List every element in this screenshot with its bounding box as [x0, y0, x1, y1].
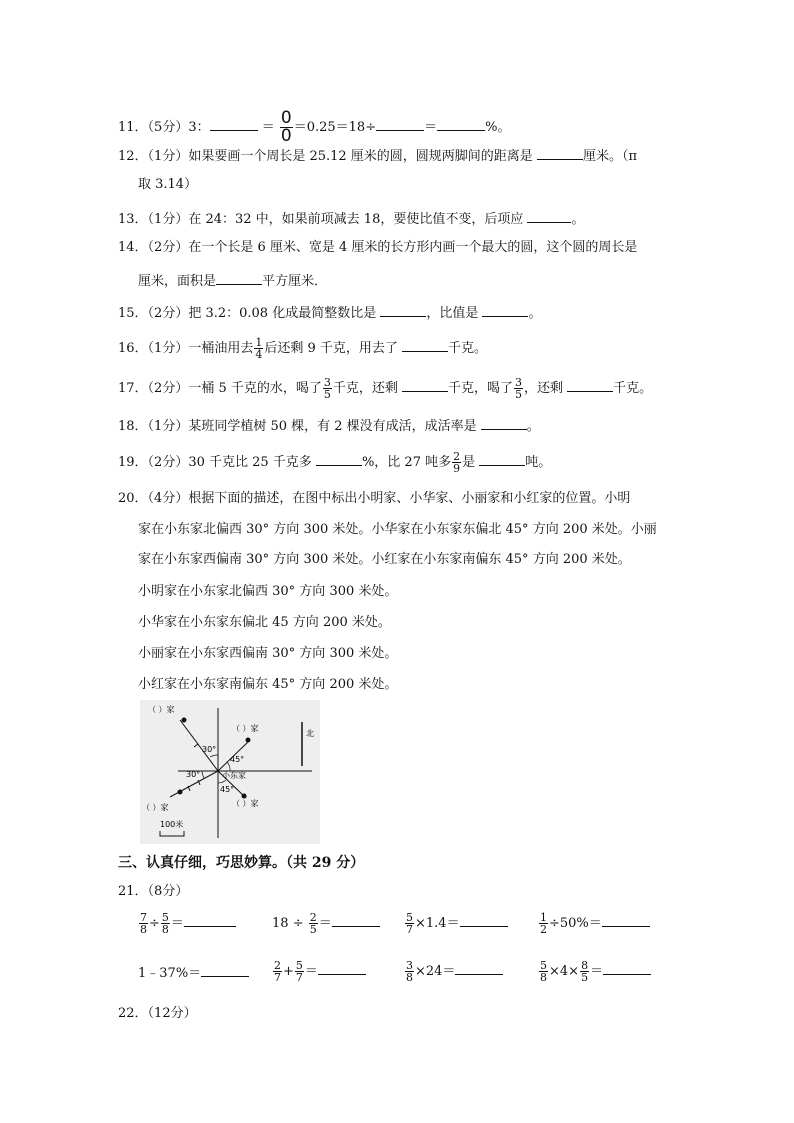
q19-text-4: 吨。: [525, 455, 552, 470]
r2c2-frac-a: [273, 960, 282, 983]
frac-num: 3: [406, 959, 413, 972]
q11-text-mid: ＝0.25＝18÷: [293, 120, 377, 135]
frac-num: 2: [274, 959, 281, 972]
north-label: 北: [306, 729, 314, 738]
frac-den: 7: [295, 971, 303, 984]
point-northwest: [182, 718, 187, 723]
q19-frac-num: 2: [453, 450, 461, 463]
q17-text-2: 千克，还剩: [332, 381, 402, 396]
frac-den: 5: [581, 971, 589, 984]
equals: ＝: [318, 916, 332, 931]
q17-frac1-den: 5: [323, 388, 331, 401]
question-21-label: 21．（8分）: [118, 884, 189, 899]
question-20: 20．（4分）根据下面的描述，在图中标出小明家、小华家、小丽家和小红家的位置。小明: [118, 491, 631, 506]
q17-frac2-den: 5: [515, 388, 523, 401]
center-label: 小东家: [222, 771, 246, 780]
q19-fraction: [452, 451, 461, 474]
q13-text: 13．（1分）在 24：32 中，如果前项减去 18，要使比值不变，后项应: [118, 212, 528, 227]
q12-cont: 取 3.14）: [138, 177, 198, 192]
point-southwest: [178, 790, 183, 795]
operator: ×1.4＝: [415, 916, 460, 931]
q19-blank-1[interactable]: [316, 452, 362, 466]
frac-den: 8: [540, 971, 547, 984]
question-14: 14．（2分）在一个长是 6 厘米、宽是 4 厘米的长方形内画一个最大的圆，这个圆的周长是: [118, 240, 638, 255]
operator: +: [283, 964, 294, 979]
question-22-label: 22．（12分）: [118, 1006, 197, 1021]
answer-blank[interactable]: [201, 963, 249, 977]
frac-den: 8: [406, 971, 413, 984]
house-label-bottom-left: （ ）家: [142, 803, 169, 812]
equals: ＝: [304, 964, 318, 979]
q17-text: 17．（2分）一桶 5 千克的水，喝了: [118, 381, 322, 396]
q14-cont: [138, 271, 327, 290]
question-15: [118, 303, 542, 322]
q16-frac-den: 4: [255, 348, 263, 361]
q17-blank-2[interactable]: [567, 378, 613, 392]
q17-blank-1[interactable]: [402, 378, 448, 392]
q11-fraction: [280, 110, 293, 145]
calc-r1-2: [272, 912, 380, 935]
r1c3-frac-a: [405, 912, 414, 935]
question-11: [118, 110, 510, 145]
calc-r1-4: [538, 912, 650, 935]
arc-west-30: [202, 771, 204, 778]
q16-frac-num: 1: [255, 336, 263, 349]
operand: 18: [272, 916, 289, 931]
q17-text-4: ，还剩: [524, 381, 568, 396]
question-12: [118, 146, 637, 165]
q13-blank[interactable]: [527, 209, 571, 223]
q15-blank-1[interactable]: [380, 303, 426, 317]
q17-fraction-1: [323, 377, 332, 400]
q11-equals-2: ＝: [424, 120, 438, 135]
q16-fraction: [254, 337, 263, 360]
r2c4-frac-b: [580, 960, 589, 983]
house-label-top-left: （ ）家: [148, 705, 175, 714]
q19-text-3: 是: [462, 455, 480, 470]
answer-blank[interactable]: [603, 961, 651, 975]
r2c3-frac-a: [405, 960, 414, 983]
operator: ÷: [292, 916, 304, 931]
question-18: [118, 416, 540, 435]
answer-blank[interactable]: [602, 913, 650, 927]
question-13: [118, 209, 584, 228]
question-17: [118, 377, 652, 400]
frac-den: 7: [274, 971, 281, 984]
q11-blank-1[interactable]: [210, 117, 258, 131]
r2c2-frac-b: [295, 960, 304, 983]
frac-num: 5: [406, 911, 413, 924]
frac-num: 5: [161, 911, 169, 924]
frac-den: 2: [540, 923, 547, 936]
q17-text-3: 千克，喝了: [448, 381, 514, 396]
q16-text: 16．（1分）一桶油用去: [118, 341, 254, 356]
frac-den: 8: [140, 923, 147, 936]
q15-text-2: ，比值是: [426, 306, 483, 321]
answer-blank[interactable]: [184, 913, 236, 927]
expression: 1﹣37%＝: [138, 966, 202, 981]
frac-num: 8: [581, 959, 589, 972]
q20-desc-3: 小丽家在小东家西偏南 30° 方向 300 米处。: [138, 646, 398, 661]
frac-den: 5: [309, 923, 317, 936]
equals: ＝: [590, 964, 604, 979]
calc-r2-2: [272, 960, 366, 983]
q14-text-3: 平方厘米．: [262, 274, 328, 289]
r1c4-frac-a: [539, 912, 548, 935]
answer-blank[interactable]: [318, 961, 366, 975]
q19-text-2: %，比 27 吨多: [361, 455, 452, 470]
r1c1-frac-a: [139, 912, 148, 935]
tick-nw: [194, 744, 198, 747]
q17-text-5: 千克。: [613, 381, 653, 396]
calc-r1-3: [404, 912, 508, 935]
house-label-bottom-right: （ ）家: [232, 799, 259, 808]
q16-text-2: 后还剩 9 千克，用去了: [264, 341, 402, 356]
q20-line-2: 家在小东家北偏西 30° 方向 300 米处。小华家在小东家东偏北 45° 方向 200 米处。小丽: [138, 522, 657, 537]
frac-den: 7: [406, 923, 413, 936]
angle-label-west: 30°: [186, 770, 201, 779]
angle-label-east: 45°: [230, 755, 245, 764]
q15-text: 15．（2分）把 3.2：0.08 化成最简整数比是: [118, 306, 381, 321]
calc-r2-3: [404, 960, 503, 983]
arc-south-45: [218, 780, 226, 783]
scale-bar: [160, 831, 184, 836]
arc-north-30: [210, 755, 218, 757]
q19-blank-2[interactable]: [479, 452, 525, 466]
r2c4-frac-a: [539, 960, 548, 983]
q17-frac2-num: 3: [515, 376, 523, 389]
q13-text-2: 。: [571, 212, 585, 227]
r1c1-frac-b: [161, 912, 170, 935]
direction-map-svg: [140, 700, 320, 844]
operator: ÷50%＝: [549, 916, 602, 931]
q11-tail: %。: [485, 120, 511, 135]
frac-num: 2: [309, 911, 317, 924]
angle-label-south: 45°: [220, 785, 235, 794]
q17-fraction-2: [514, 377, 523, 400]
q18-text: 18．（1分）某班同学植树 50 棵，有 2 棵没有成活，成活率是: [118, 419, 481, 434]
q17-frac1-num: 3: [323, 376, 331, 389]
frac-num: 1: [540, 911, 547, 924]
q11-blank-2[interactable]: [376, 117, 424, 131]
section-3-heading: 三、认真仔细，巧思妙算。（共 29 分）: [118, 855, 365, 871]
point-northeast: [246, 738, 251, 743]
question-19: [118, 451, 551, 474]
q16-text-3: 千克。: [448, 341, 488, 356]
q14-blank[interactable]: [216, 271, 262, 285]
q20-desc-2: 小华家在小东家东偏北 45 方向 200 米处。: [138, 615, 391, 630]
answer-blank[interactable]: [460, 913, 508, 927]
direction-map: [140, 700, 320, 844]
frac-num: 5: [295, 959, 303, 972]
q19-frac-den: 9: [453, 462, 461, 475]
frac-num: 5: [540, 959, 547, 972]
operator: ÷: [149, 916, 160, 931]
q20-desc-4: 小红家在小东家南偏东 45° 方向 200 米处。: [138, 677, 398, 692]
q15-text-3: 。: [528, 306, 542, 321]
q20-desc-1: 小明家在小东家北偏西 30° 方向 300 米处。: [138, 584, 398, 599]
frac-den: 8: [161, 923, 169, 936]
q20-line-3: 家在小东家西偏南 30° 方向 300 米处。小红家在小东家南偏东 45° 方向 200 米处。: [138, 552, 631, 567]
q11-frac-num: 0: [280, 108, 292, 128]
q11-blank-3[interactable]: [437, 117, 485, 131]
answer-blank[interactable]: [455, 961, 503, 975]
q16-blank[interactable]: [402, 338, 448, 352]
q18-blank[interactable]: [481, 416, 527, 430]
q11-frac-den: 0: [280, 126, 292, 146]
q12-text-2: 厘米。（π: [582, 149, 637, 164]
scale-label: 100米: [160, 820, 184, 829]
house-label-top-right: （ ）家: [232, 724, 259, 733]
q12-blank[interactable]: [537, 146, 583, 160]
point-southeast: [242, 794, 247, 799]
calc-r2-1: [138, 962, 249, 981]
operator: ×4×: [549, 964, 580, 979]
answer-blank[interactable]: [332, 913, 380, 927]
q12-text: 12．（1分）如果要画一个周长是 25.12 厘米的圆，圆规两脚间的距离是: [118, 149, 537, 164]
q19-text: 19．（2分）30 千克比 25 千克多: [118, 455, 316, 470]
operator: ×24＝: [415, 964, 456, 979]
calc-r1-1: [138, 912, 236, 935]
q11-text: 11．（5分）3：: [118, 120, 210, 135]
calc-r2-4: [538, 960, 651, 983]
q15-blank-2[interactable]: [482, 303, 528, 317]
q18-text-2: 。: [526, 419, 540, 434]
equals: ＝: [170, 916, 184, 931]
frac-num: 7: [140, 911, 147, 924]
r1c2-frac-b: [309, 912, 318, 935]
q11-equals: ＝: [261, 120, 275, 135]
angle-label-north: 30°: [202, 745, 217, 754]
question-16: [118, 337, 487, 360]
q14-text-2: 厘米，面积是: [138, 274, 217, 289]
